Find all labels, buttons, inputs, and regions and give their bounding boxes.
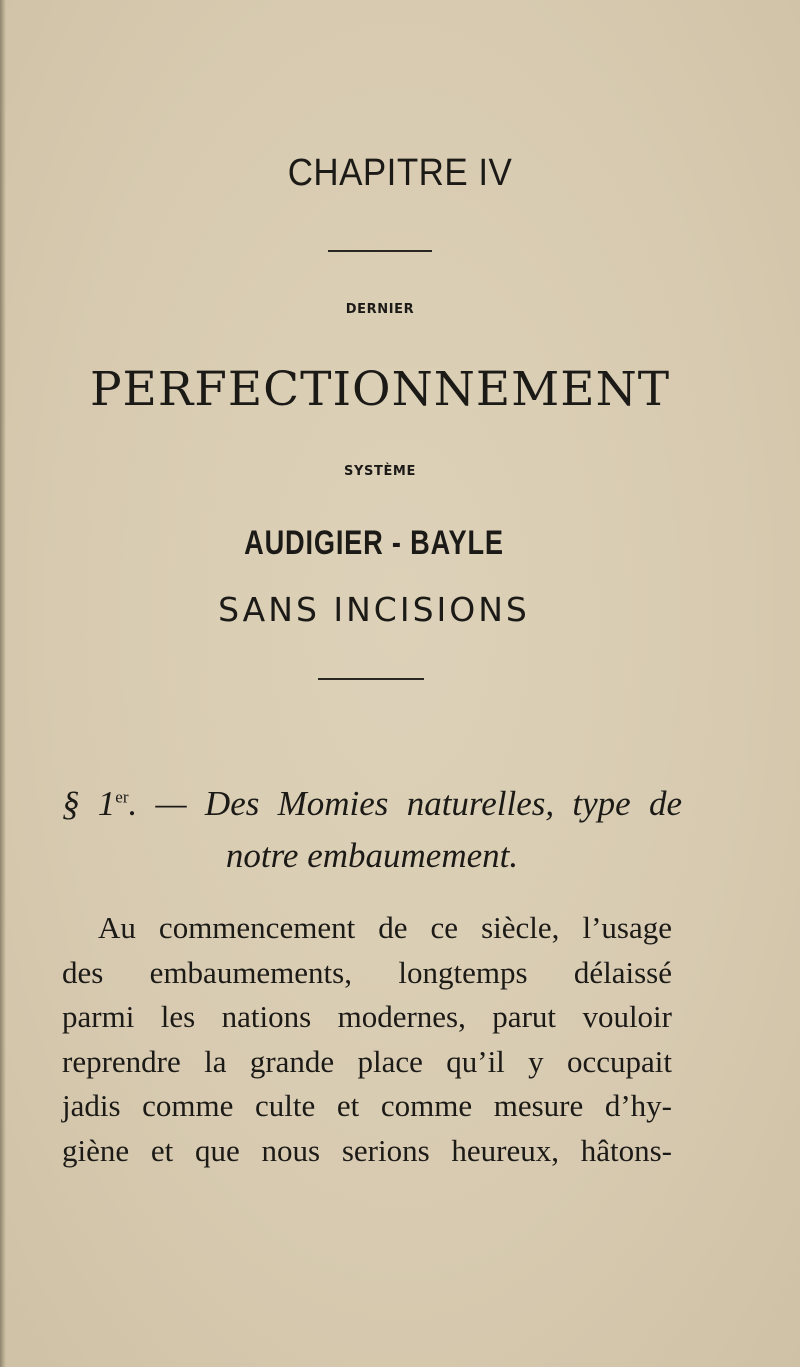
section-title-line-1 bbox=[62, 778, 682, 830]
body-line: des embaumements, longtemps délaissé bbox=[62, 954, 672, 990]
body-line: parmi les nations modernes, parut vouloir bbox=[62, 999, 672, 1034]
subtitle-dernier: DERNIER bbox=[345, 302, 415, 317]
body-line: Au commencement de ce siècle, l’usage bbox=[98, 910, 672, 945]
top-rule bbox=[328, 250, 432, 252]
body-line: giène et que nous serions heureux, hâtons- bbox=[62, 1132, 672, 1168]
body-line: reprendre la grande place qu’il y occupait bbox=[62, 1043, 672, 1079]
body-paragraph bbox=[62, 906, 672, 1173]
section-mark-superscript: er bbox=[115, 787, 129, 807]
section-title-line-2: notre embaumement. bbox=[225, 836, 519, 875]
binding-edge bbox=[0, 0, 6, 1367]
title-perfectionnement: PERFECTIONNEMENT bbox=[89, 362, 671, 417]
title-audigier-bayle: AUDIGIER - BAYLE bbox=[244, 524, 504, 562]
title-sans-incisions: SANS INCISIONS bbox=[218, 590, 530, 629]
subtitle-systeme: SYSTÈME bbox=[344, 464, 416, 479]
chapter-heading: CHAPITRE IV bbox=[287, 152, 513, 194]
section-title bbox=[62, 778, 682, 882]
body-line: jadis comme culte et comme mesure d’hy- bbox=[62, 1088, 672, 1123]
bottom-rule bbox=[318, 678, 424, 680]
section-mark: § 1 bbox=[62, 784, 116, 823]
section-title-text: . — Des Momies naturelles, type de bbox=[128, 784, 683, 823]
